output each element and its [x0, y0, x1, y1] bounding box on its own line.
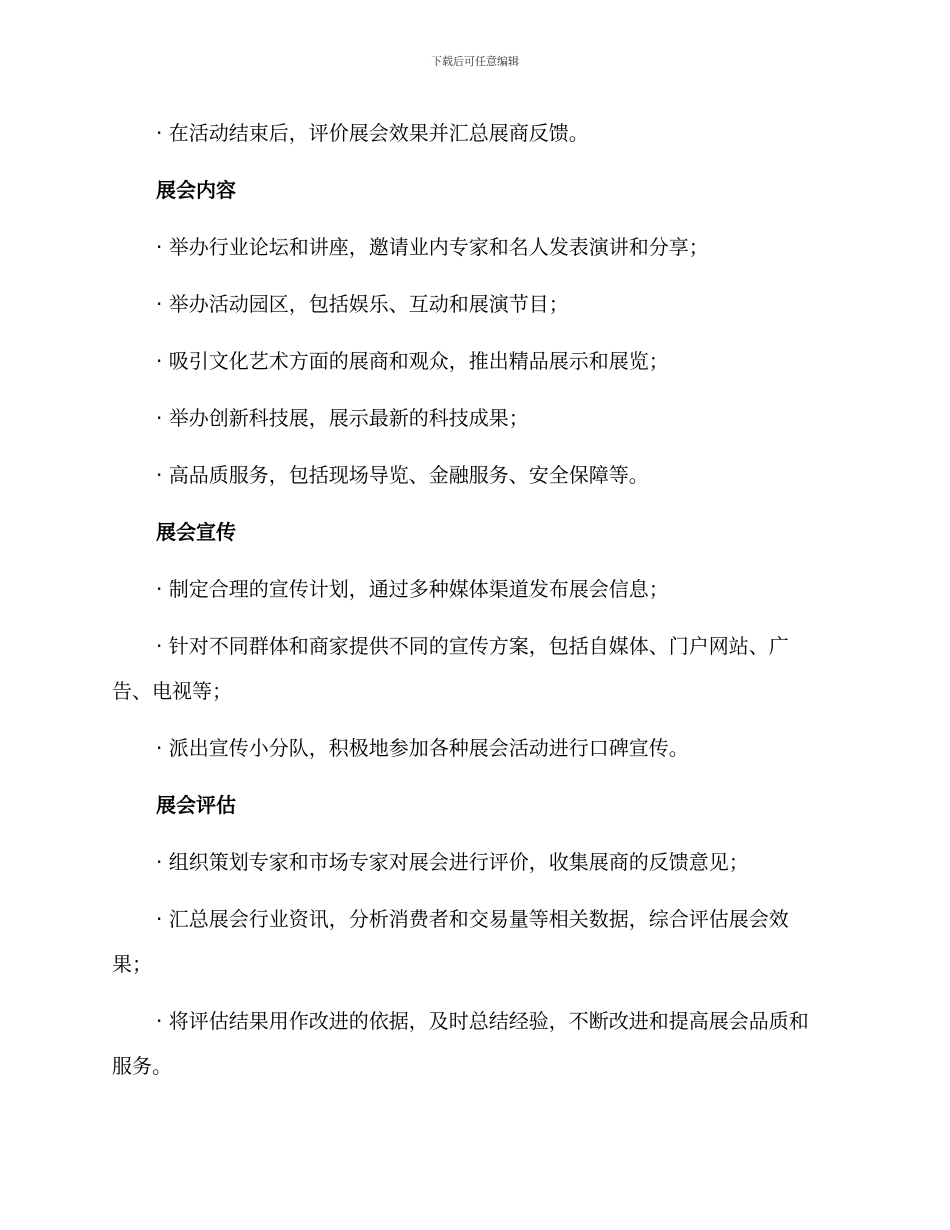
paragraph-tech-expo: · 举办创新科技展，展示最新的科技成果； [156, 406, 529, 430]
paragraph-promo-plan: · 制定合理的宣传计划，通过多种媒体渠道发布展会信息； [156, 577, 669, 601]
section-heading-evaluation: 展会评估 [156, 793, 236, 817]
paragraph-improvement: · 将评估结果用作改进的依据，及时总结经验，不断改进和提高展会品质和服务。 [112, 1009, 809, 1078]
paragraph-forum: · 举办行业论坛和讲座，邀请业内专家和名人发表演讲和分享； [156, 235, 709, 259]
paragraph-culture-art: · 吸引文化艺术方面的展商和观众，推出精品展示和展览； [156, 349, 669, 373]
paragraph-promo-team: · 派出宣传小分队，积极地参加各种展会活动进行口碑宣传。 [156, 736, 689, 760]
page-header-note: 下载后可任意编辑 [431, 55, 519, 68]
paragraph-activity-park: · 举办活动园区，包括娱乐、互动和展演节目； [156, 292, 569, 316]
paragraph-service: · 高品质服务，包括现场导览、金融服务、安全保障等。 [156, 463, 649, 487]
paragraph-promo-channels: · 针对不同群体和商家提供不同的宣传方案，包括自媒体、门户网站、广告、电视等； [112, 634, 789, 703]
paragraph-feedback-summary: · 在活动结束后，评价展会效果并汇总展商反馈。 [156, 121, 589, 145]
paragraph-expert-review: · 组织策划专家和市场专家对展会进行评价，收集展商的反馈意见； [156, 850, 749, 874]
document-body [112, 111, 824, 1101]
paragraph-data-analysis: · 汇总展会行业资讯，分析消费者和交易量等相关数据，综合评估展会效果； [112, 907, 789, 976]
section-heading-content: 展会内容 [156, 178, 236, 202]
section-heading-promotion: 展会宣传 [156, 520, 236, 544]
